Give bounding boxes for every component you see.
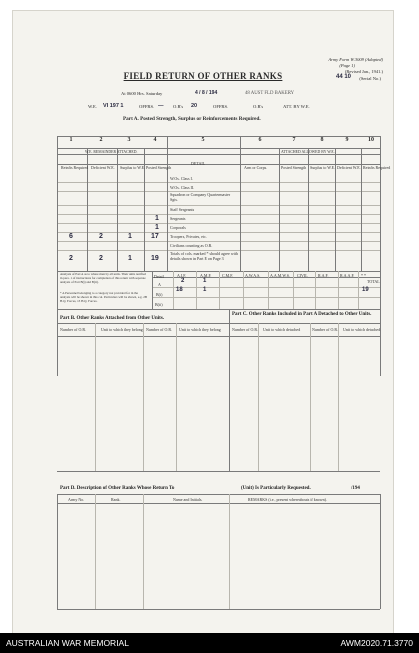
we-remainder-header: W.E. REMAINDER ATTACHED. (85, 150, 138, 154)
row-detail-corporals: Corporals (170, 225, 186, 230)
subhead-posted-strength-r: Posted Strength (281, 165, 307, 170)
we-value: VI 197 1 (103, 103, 124, 109)
analysis-head-total: TOTAL (367, 279, 380, 284)
at-line-prefix: At 0600 Hrs. Saturday (121, 91, 163, 96)
col-number-6: 6 (258, 137, 262, 143)
part-d-date-suffix: /194 (351, 486, 360, 491)
row-detail-totals: Totals of cols. marked * should agree with details shown in Part E on Page 3 (170, 251, 238, 261)
privates-reinfts: 6 (69, 233, 73, 240)
totals-reinfts: 2 (69, 255, 73, 262)
ors-label: O.R's (173, 104, 184, 109)
att-label: ATT. BY W.E. (283, 104, 310, 109)
part-d-title: Part D. Description of Other Ranks Whose Return To (60, 486, 175, 491)
row-detail-staff-sgts: Staff Sergeants (170, 207, 195, 212)
we-label: W.E. (88, 104, 98, 109)
analysis-a-aif-extra: 2 (181, 278, 185, 284)
part-c-col-unit-2: Unit to which detached (343, 327, 381, 332)
part-c-col-number-1: Number of O.R. (232, 327, 258, 332)
offrs2-label: OFFRS. (213, 104, 229, 109)
part-d-col-army-no: Army No. (68, 497, 85, 502)
analysis-row-bii-label: B(ii) (155, 302, 163, 307)
analysis-head-awas: A.W.A.S. (245, 273, 261, 278)
subhead-arm-corps: Arm or Corps. (244, 165, 268, 170)
col-number-8: 8 (320, 137, 324, 143)
subhead-deficient-we-r: Deficient W.E. (337, 165, 361, 170)
part-c-col-unit-1: Unit to which detached (263, 327, 301, 332)
analysis-row-a-label: A (158, 282, 161, 287)
analysis-head-cmf: C.M.F. (222, 273, 234, 278)
subhead-surplus-we-r: Surplus to W.E. (310, 165, 336, 170)
part-b-title: Part B. Other Ranks Attached from Other Units. (60, 316, 165, 321)
subhead-posted-strength: Posted Strength (146, 165, 172, 170)
serial-number-value: 44 10 (335, 74, 351, 80)
offrs-label: OFFRS. (139, 104, 155, 109)
corporals-posted: 1 (155, 224, 159, 231)
analysis-detail-label: Detail (154, 274, 164, 279)
totals-surplus: 1 (128, 255, 132, 262)
row-detail-cqms: Squadron or Company Quartermaster Sgts. (170, 192, 231, 202)
subhead-reinfts-required: Reinfts Required (61, 165, 89, 170)
row-detail-wo2: W.Os. Class II. (170, 185, 195, 190)
totals-deficient: 2 (99, 255, 103, 262)
part-b-col-unit-1: Unit to which they belong (101, 327, 143, 332)
footer-institution: AUSTRALIAN WAR MEMORIAL (6, 638, 129, 648)
col-number-4: 4 (153, 137, 157, 143)
ors-value: 20 (191, 103, 198, 109)
part-a-title: Part A. Posted Strength, Surplus or Reinforcements Required. (123, 116, 261, 122)
row-detail-privates: Troopers, Privates, etc. (170, 234, 207, 239)
analysis-a-amf-extra: 1 (203, 278, 207, 284)
part-d-col-rank: Rank. (111, 497, 121, 502)
part-d-unit-placeholder: (Unit) Is Particularly Requested. (241, 486, 311, 491)
part-b-col-number-1: Number of O.R. (60, 327, 86, 332)
serial-number-label: (Serial No.) (359, 76, 381, 81)
row-detail-wo1: W.Os. Class I. (170, 176, 193, 181)
analysis-row-bi-label: B(i) (156, 292, 163, 297)
privates-surplus: 1 (128, 233, 132, 240)
analysis-head-amf: A.M.F. (200, 273, 212, 278)
col-number-7: 7 (292, 137, 296, 143)
offrs-value: — (158, 103, 164, 109)
row-detail-civilians: Civilians counting as O.R. (170, 243, 213, 248)
analysis-head-aamws: A.A.M.W.S. (270, 273, 290, 278)
subhead-deficient-we: Deficient W.E. (91, 165, 115, 170)
attached-header: ATTACHED ALLOWED BY W.E. (281, 150, 335, 154)
analysis-note: Analysis of Part A as to where men by all units. Their units notified in para. 1 of instructions for completion of this return with separate analysis of Part B(i) and B(ii). (60, 272, 146, 284)
sergeants-posted: 1 (155, 215, 159, 222)
col-number-2: 2 (99, 137, 103, 143)
analysis-head-aif: A.I.F. (177, 273, 187, 278)
part-b-col-number-2: Number of O.R. (146, 327, 172, 332)
part-b-col-unit-2: Unit to which they belong (179, 327, 221, 332)
analysis-head-raf: R.A.F. (318, 273, 329, 278)
totals-posted: 19 (151, 255, 159, 262)
col-number-9: 9 (345, 137, 349, 143)
row-detail-sergeants: Sergeants (170, 216, 186, 221)
subhead-surplus-we: Surplus to W.E. (120, 165, 146, 170)
unit-stamp: 48 AUST FLD BAKERY (245, 91, 295, 96)
privates-posted: 17 (151, 233, 159, 240)
part-d-col-remarks: REMARKS (i.e., present whereabouts if known). (248, 497, 327, 502)
archive-footer (0, 633, 419, 653)
analysis-note-2: * A Personnel belonging to a category not provided for in the analysis will be shown in this col. Particulars will be shown, e.g. 2B H.Q. Forces, 13 H.Q. Forces. (60, 291, 147, 303)
form-title: FIELD RETURN OF OTHER RANKS (123, 71, 283, 81)
analysis-head-other: * * (361, 273, 366, 278)
analysis-a-amf: 1 (203, 287, 207, 293)
col-number-1: 1 (69, 137, 73, 143)
analysis-head-civil: CIVIL (297, 273, 308, 278)
document-page (12, 10, 394, 634)
privates-deficient: 2 (99, 233, 103, 240)
part-c-title: Part C. Other Ranks Included in Part A Detached to Other Units. (232, 312, 372, 317)
col-number-3: 3 (127, 137, 131, 143)
form-id-line1: Army Form W.3009 (Adapted) (328, 57, 383, 62)
analysis-a-aif: 18 (176, 287, 183, 293)
analysis-head-raaf: R.A.A.F. (340, 273, 355, 278)
at-line-date: 4 / 8 / 194 (195, 90, 218, 96)
col-number-5: 5 (201, 137, 205, 143)
analysis-a-total: 19 (362, 287, 369, 293)
detail-header: DETAIL (191, 161, 206, 166)
part-c-col-number-2: Number of O.R. (312, 327, 338, 332)
subhead-reinfts-required-r: Reinfts Required (363, 165, 391, 170)
footer-accession-number: AWM2020.71.3770 (340, 638, 413, 648)
part-d-col-name: Name and Initials. (173, 497, 203, 502)
col-number-10: 10 (368, 137, 374, 143)
form-id-line3: (Revised Jan., 1941.) (344, 69, 383, 74)
ors2-label: O.R's (253, 104, 264, 109)
form-id-line2: (Page 1) (339, 63, 355, 68)
